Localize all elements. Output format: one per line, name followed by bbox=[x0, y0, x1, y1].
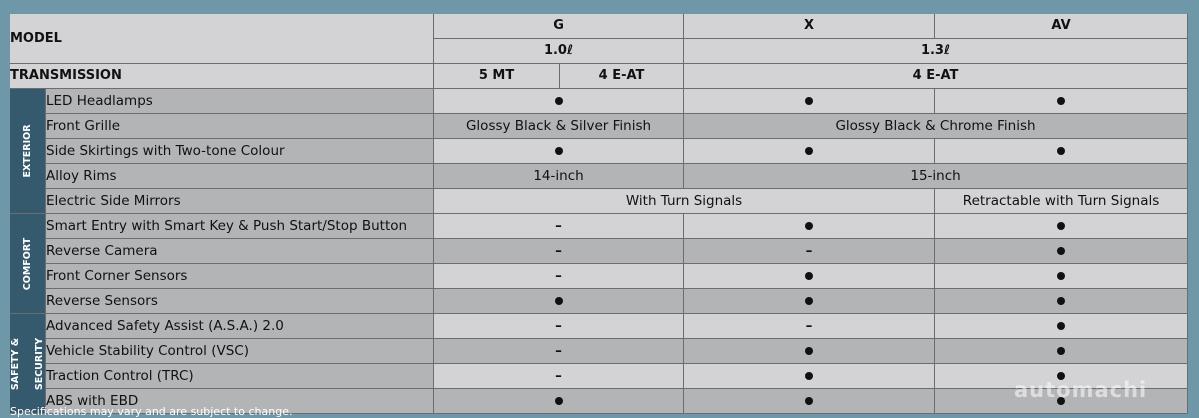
spec-row-side-skirtings bbox=[10, 139, 1188, 164]
footnote: Specifications may vary and are subject to change. bbox=[10, 405, 293, 418]
cell-g bbox=[434, 214, 684, 239]
dash-mark: – bbox=[555, 318, 562, 334]
category-safety-label: SAFETY & bbox=[10, 337, 21, 390]
spec-row-side-mirrors bbox=[10, 189, 1188, 214]
bullet-icon bbox=[555, 397, 563, 405]
dash-mark: – bbox=[555, 218, 562, 234]
bullet-icon bbox=[555, 297, 563, 305]
category-exterior bbox=[10, 89, 46, 214]
bullet-icon bbox=[555, 147, 563, 155]
bullet-icon bbox=[1057, 347, 1065, 355]
spec-row-front-grille bbox=[10, 114, 1188, 139]
cell-g bbox=[434, 389, 684, 414]
spec-row-trc bbox=[10, 364, 1188, 389]
bullet-icon bbox=[805, 372, 813, 380]
transmission-x-av: 4 E-AT bbox=[684, 64, 1188, 89]
bullet-icon bbox=[1057, 322, 1065, 330]
category-comfort-label: COMFORT bbox=[21, 237, 33, 290]
cell-av bbox=[935, 239, 1188, 264]
cell-x bbox=[684, 289, 935, 314]
spec-row-alloy-rims bbox=[10, 164, 1188, 189]
spec-row-reverse-camera bbox=[10, 239, 1188, 264]
category-comfort bbox=[10, 214, 46, 314]
bullet-icon bbox=[1057, 247, 1065, 255]
cell-av bbox=[935, 214, 1188, 239]
cell-av bbox=[935, 264, 1188, 289]
cell-x-av: Glossy Black & Chrome Finish bbox=[684, 114, 1188, 139]
bullet-icon bbox=[1057, 297, 1065, 305]
feature-label: ABS with EBD bbox=[46, 389, 434, 414]
variant-x: X bbox=[684, 14, 935, 39]
watermark-logo: automachi bbox=[1014, 378, 1148, 402]
bullet-icon bbox=[1057, 272, 1065, 280]
variant-av: AV bbox=[935, 14, 1188, 39]
engine-x-av: 1.3ℓ bbox=[684, 39, 1188, 64]
bullet-icon bbox=[805, 222, 813, 230]
bullet-icon bbox=[805, 147, 813, 155]
cell-g bbox=[434, 89, 684, 114]
bullet-icon bbox=[1057, 222, 1065, 230]
cell-x bbox=[684, 214, 935, 239]
spec-row-front-sensors bbox=[10, 264, 1188, 289]
transmission-g-mt: 5 MT bbox=[434, 64, 560, 89]
model-label: MODEL bbox=[10, 14, 434, 64]
cell-av bbox=[935, 339, 1188, 364]
cell-x bbox=[684, 314, 935, 339]
bullet-icon bbox=[805, 347, 813, 355]
dash-mark: – bbox=[555, 243, 562, 259]
category-security-label: SECURITY bbox=[33, 337, 45, 390]
feature-label: Front Corner Sensors bbox=[46, 264, 434, 289]
bullet-icon bbox=[1057, 97, 1065, 105]
spec-row-led-headlamps bbox=[10, 89, 1188, 114]
cell-g: 14-inch bbox=[434, 164, 684, 189]
feature-label: Front Grille bbox=[46, 114, 434, 139]
bullet-icon bbox=[805, 272, 813, 280]
feature-label: Advanced Safety Assist (A.S.A.) 2.0 bbox=[46, 314, 434, 339]
cell-g bbox=[434, 364, 684, 389]
spec-row-reverse-sensors bbox=[10, 289, 1188, 314]
feature-label: Vehicle Stability Control (VSC) bbox=[46, 339, 434, 364]
dash-mark: – bbox=[805, 318, 813, 334]
cell-av: Retractable with Turn Signals bbox=[935, 189, 1188, 214]
transmission-g-at: 4 E-AT bbox=[560, 64, 684, 89]
cell-g: Glossy Black & Silver Finish bbox=[434, 114, 684, 139]
cell-g-x: With Turn Signals bbox=[434, 189, 935, 214]
feature-label: Reverse Camera bbox=[46, 239, 434, 264]
feature-label: Traction Control (TRC) bbox=[46, 364, 434, 389]
cell-g bbox=[434, 264, 684, 289]
category-safety-security bbox=[10, 314, 46, 414]
feature-label: Alloy Rims bbox=[46, 164, 434, 189]
spec-table bbox=[10, 14, 1188, 414]
feature-label: Smart Entry with Smart Key & Push Start/Stop Button bbox=[46, 214, 434, 239]
cell-x-av: 15-inch bbox=[684, 164, 1188, 189]
feature-label: LED Headlamps bbox=[46, 89, 434, 114]
cell-av bbox=[935, 139, 1188, 164]
spec-row-vsc bbox=[10, 339, 1188, 364]
variant-g: G bbox=[434, 14, 684, 39]
bullet-icon bbox=[555, 97, 563, 105]
header-model-row bbox=[10, 14, 1188, 39]
dash-mark: – bbox=[805, 243, 813, 259]
cell-g bbox=[434, 289, 684, 314]
bullet-icon bbox=[805, 397, 813, 405]
bullet-icon bbox=[1057, 147, 1065, 155]
bullet-icon bbox=[805, 97, 813, 105]
cell-x bbox=[684, 339, 935, 364]
cell-av bbox=[935, 289, 1188, 314]
cell-x bbox=[684, 89, 935, 114]
feature-label: Electric Side Mirrors bbox=[46, 189, 434, 214]
cell-g bbox=[434, 239, 684, 264]
cell-g bbox=[434, 139, 684, 164]
feature-label: Side Skirtings with Two-tone Colour bbox=[46, 139, 434, 164]
feature-label: Reverse Sensors bbox=[46, 289, 434, 314]
spec-row-asa bbox=[10, 314, 1188, 339]
bullet-icon bbox=[805, 297, 813, 305]
transmission-label: TRANSMISSION bbox=[10, 64, 434, 89]
cell-g bbox=[434, 339, 684, 364]
cell-x bbox=[684, 364, 935, 389]
cell-x bbox=[684, 264, 935, 289]
cell-x bbox=[684, 139, 935, 164]
spec-row-smart-entry bbox=[10, 214, 1188, 239]
cell-av bbox=[935, 89, 1188, 114]
dash-mark: – bbox=[555, 268, 562, 284]
dash-mark: – bbox=[555, 343, 562, 359]
cell-g bbox=[434, 314, 684, 339]
dash-mark: – bbox=[555, 368, 562, 384]
category-exterior-label: EXTERIOR bbox=[21, 124, 33, 178]
cell-x bbox=[684, 389, 935, 414]
cell-x bbox=[684, 239, 935, 264]
cell-av bbox=[935, 314, 1188, 339]
engine-g: 1.0ℓ bbox=[434, 39, 684, 64]
transmission-row bbox=[10, 64, 1188, 89]
